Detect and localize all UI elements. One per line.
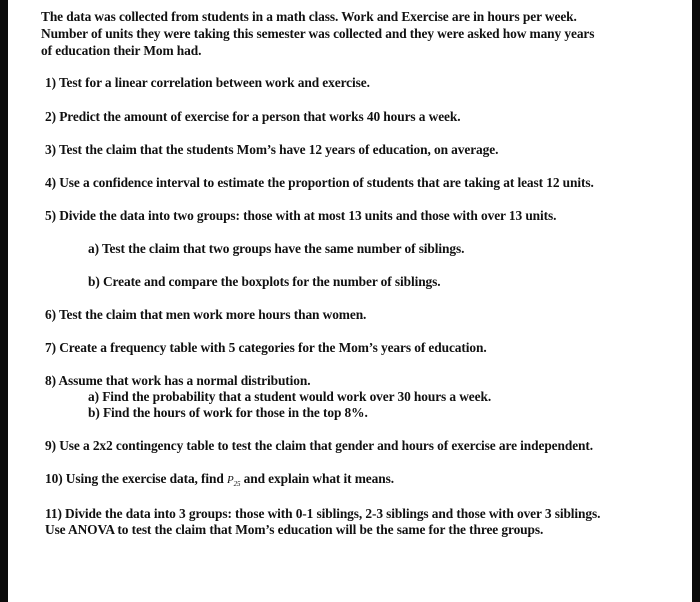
question-4: 4) Use a confidence interval to estimate the proportion of students that are taking at least 12 units. bbox=[45, 175, 594, 190]
question-8: 8) Assume that work has a normal distribution. bbox=[45, 373, 311, 388]
question-8b: b) Find the hours of work for those in the top 8%. bbox=[88, 405, 368, 420]
document-page bbox=[8, 0, 692, 602]
question-5a: a) Test the claim that two groups have the same number of siblings. bbox=[88, 241, 465, 256]
percentile-letter: P bbox=[226, 474, 234, 486]
question-7: 7) Create a frequency table with 5 categories for the Mom’s years of education. bbox=[45, 340, 487, 355]
right-dark-border bbox=[692, 0, 700, 602]
question-11-line-2: Use ANOVA to test the claim that Mom’s education will be the same for the three groups. bbox=[45, 522, 544, 537]
question-6: 6) Test the claim that men work more hours than women. bbox=[45, 307, 367, 322]
percentile-subscript: 25 bbox=[233, 480, 241, 489]
question-10 bbox=[45, 471, 394, 492]
question-5b: b) Create and compare the boxplots for the number of siblings. bbox=[88, 274, 441, 289]
intro-line-2: Number of units they were taking this semester was collected and they were asked how many years bbox=[41, 26, 595, 41]
question-8a: a) Find the probability that a student would work over 30 hours a week. bbox=[88, 389, 492, 404]
intro-line-3: of education their Mom had. bbox=[41, 43, 202, 58]
intro-line-1: The data was collected from students in a math class. Work and Exercise are in hours per week. bbox=[41, 9, 577, 24]
question-9: 9) Use a 2x2 contingency table to test the claim that gender and hours of exercise are independent. bbox=[45, 438, 593, 453]
percentile-symbol bbox=[226, 474, 241, 489]
question-11-line-1: 11) Divide the data into 3 groups: those with 0-1 siblings, 2-3 siblings and those with over 3 siblings. bbox=[45, 506, 601, 521]
question-1: 1) Test for a linear correlation between work and exercise. bbox=[45, 75, 370, 90]
question-5: 5) Divide the data into two groups: those with at most 13 units and those with over 13 units. bbox=[45, 208, 557, 223]
question-10-prefix: 10) Using the exercise data, find bbox=[45, 471, 224, 486]
question-10-suffix: and explain what it means. bbox=[243, 471, 394, 486]
left-dark-border bbox=[0, 0, 8, 602]
question-3: 3) Test the claim that the students Mom’s have 12 years of education, on average. bbox=[45, 142, 499, 157]
question-2: 2) Predict the amount of exercise for a person that works 40 hours a week. bbox=[45, 109, 461, 124]
